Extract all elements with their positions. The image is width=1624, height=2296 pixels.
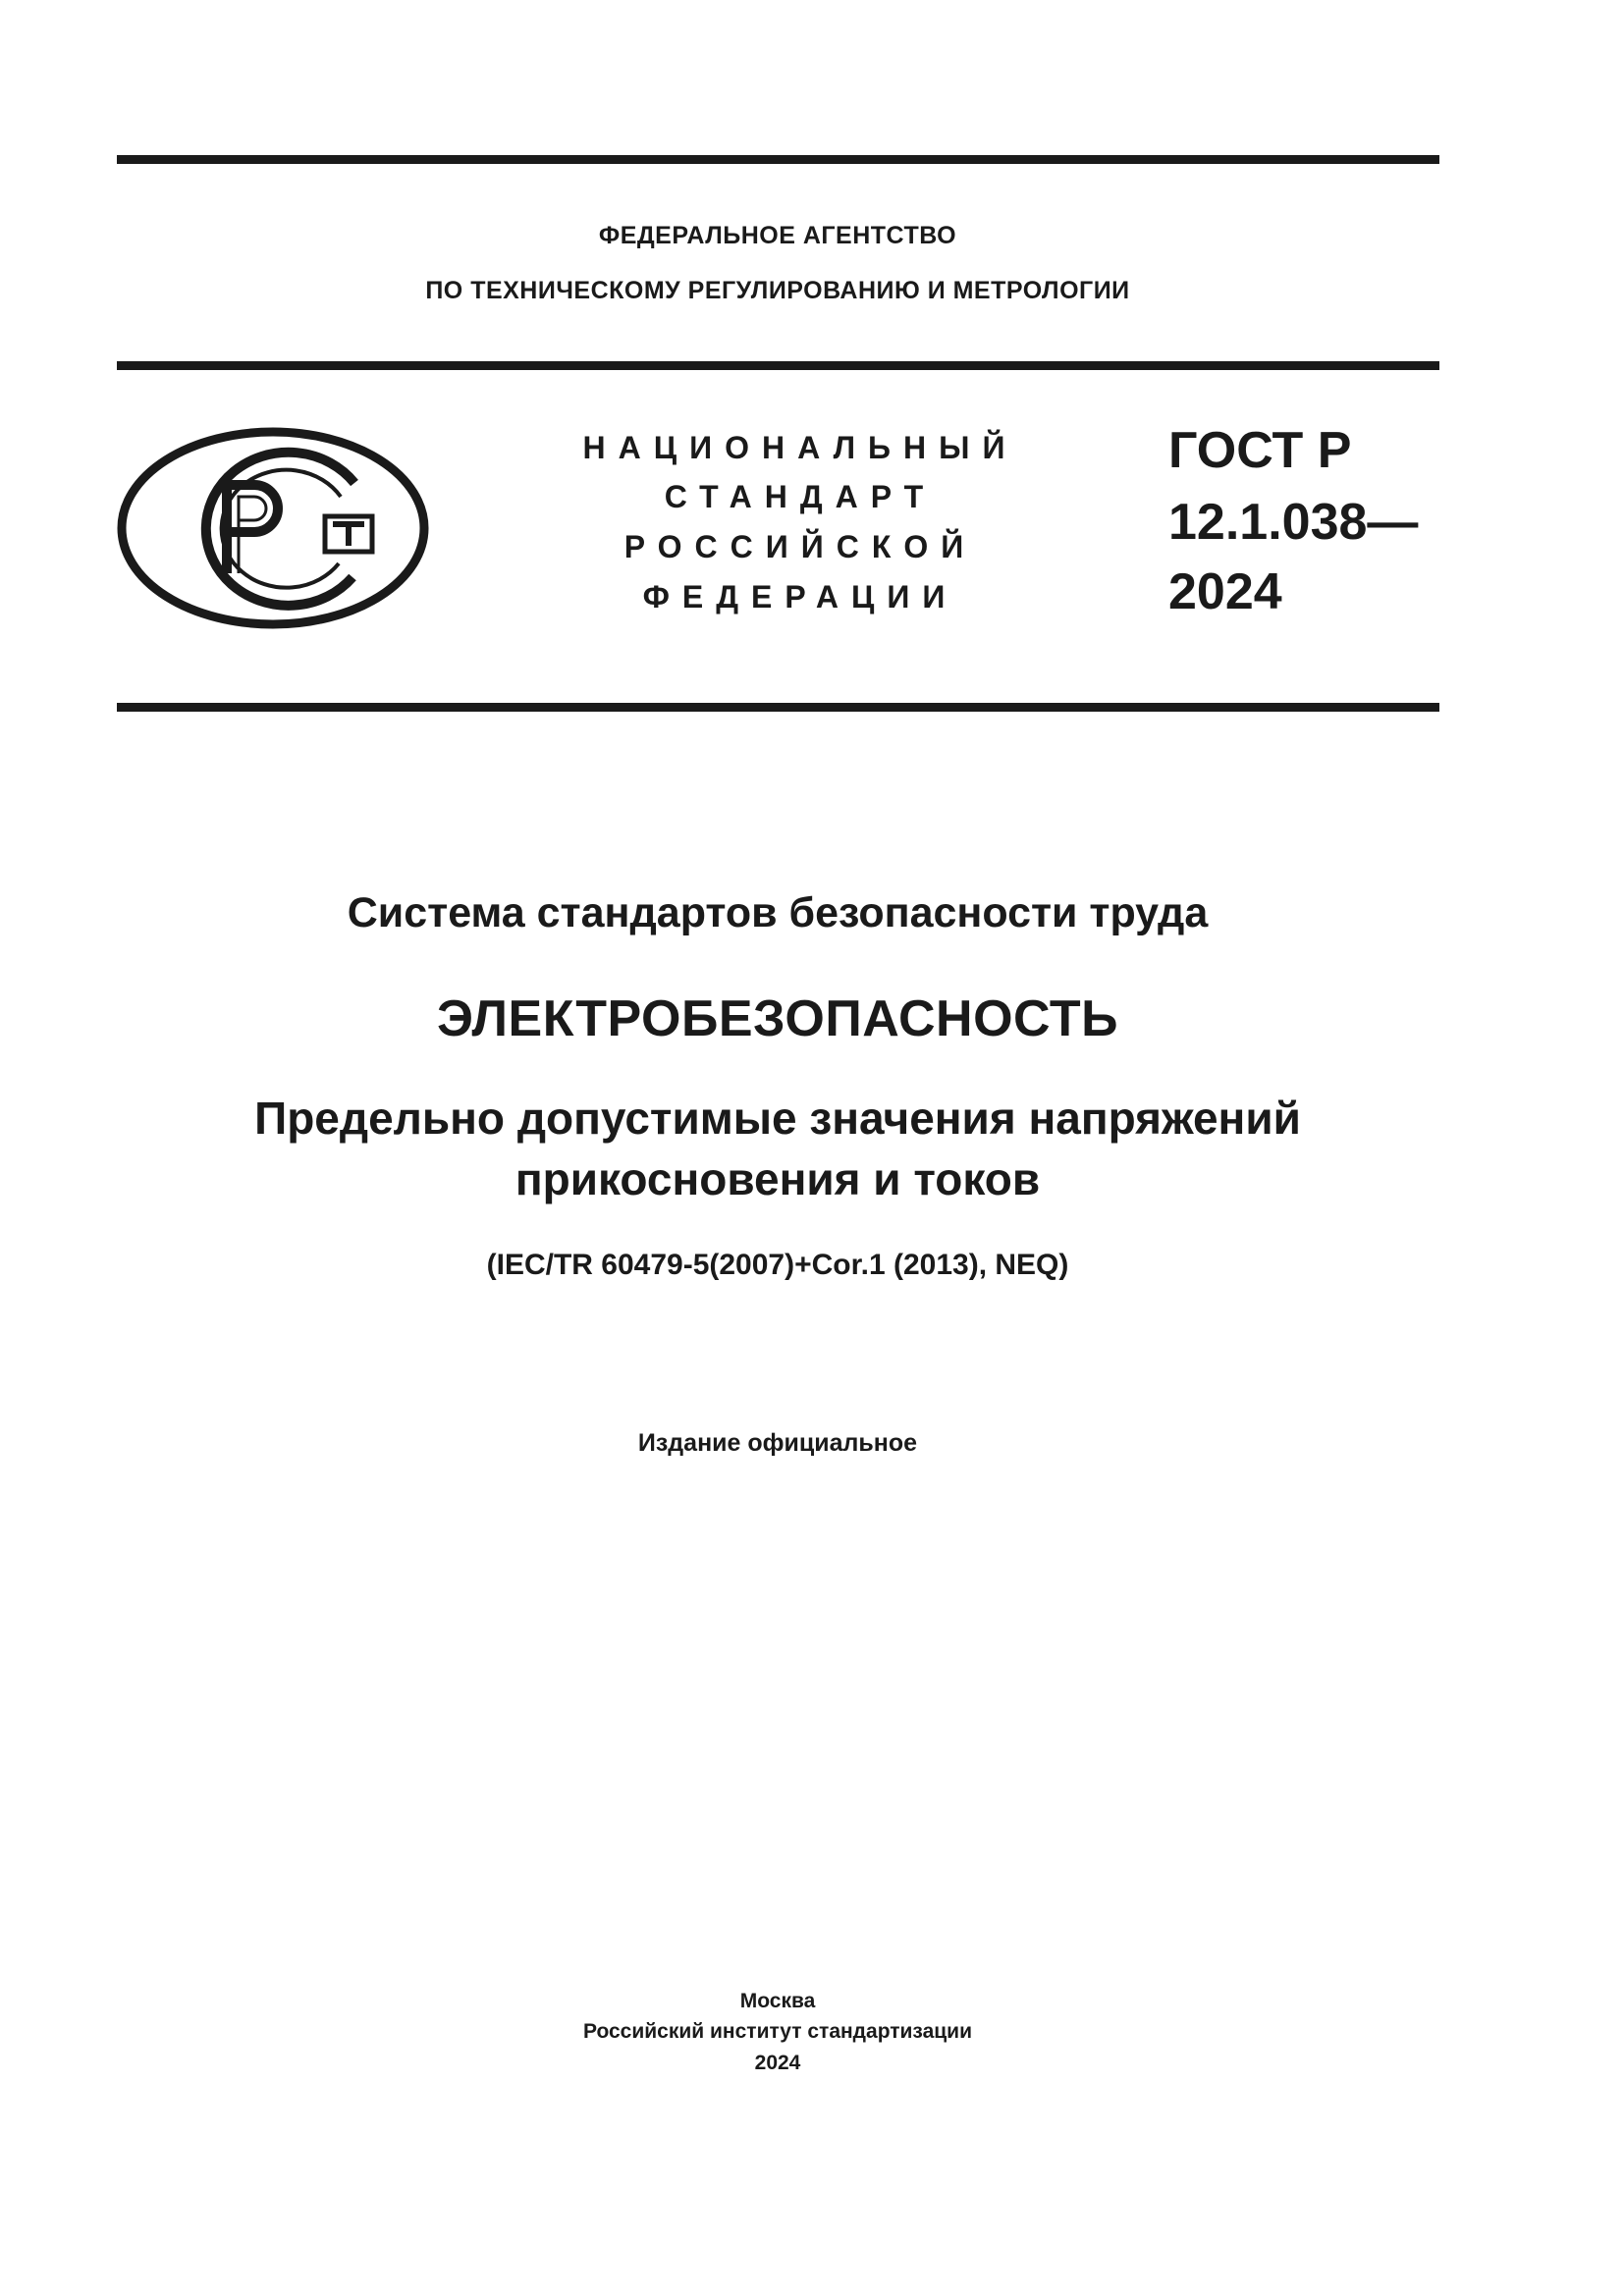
top-rule <box>117 155 1439 164</box>
subtitle-line1: Предельно допустимые значения напряжений <box>254 1093 1301 1144</box>
agency-name-line2: ПО ТЕХНИЧЕСКОМУ РЕГУЛИРОВАНИЮ И МЕТРОЛОГИИ <box>425 277 1130 304</box>
imprint-publisher: Российский институт стандартизации <box>582 2020 973 2043</box>
international-reference: (IEC/TR 60479-5(2007)+Cor.1 (2013), NEQ) <box>486 1249 1069 1281</box>
standard-designation-year: 2024 <box>1168 563 1282 620</box>
imprint-year: 2024 <box>754 2052 801 2074</box>
national-standard-line4: ФЕДЕРАЦИИ <box>642 579 958 614</box>
national-standard-line1: НАЦИОНАЛЬНЫЙ <box>582 430 1018 465</box>
middle-rule <box>117 361 1439 370</box>
agency-name-line1: ФЕДЕРАЛЬНОЕ АГЕНТСТВО <box>598 222 957 249</box>
national-standard-line2: СТАНДАРТ <box>664 479 937 514</box>
series-title: Система стандартов безопасности труда <box>347 889 1209 936</box>
edition-label: Издание официальное <box>637 1429 918 1457</box>
standard-designation-line1: ГОСТ Р <box>1168 422 1352 479</box>
national-standard-line3: РОССИЙСКОЙ <box>623 529 977 564</box>
standard-designation-line2: 12.1.038— <box>1168 494 1419 551</box>
rst-logo-icon <box>117 426 429 630</box>
bottom-rule <box>117 703 1439 712</box>
main-title: ЭЛЕКТРОБЕЗОПАСНОСТЬ <box>437 990 1118 1047</box>
subtitle-line2: прикосновения и токов <box>514 1153 1041 1204</box>
imprint-city: Москва <box>739 1990 816 2012</box>
